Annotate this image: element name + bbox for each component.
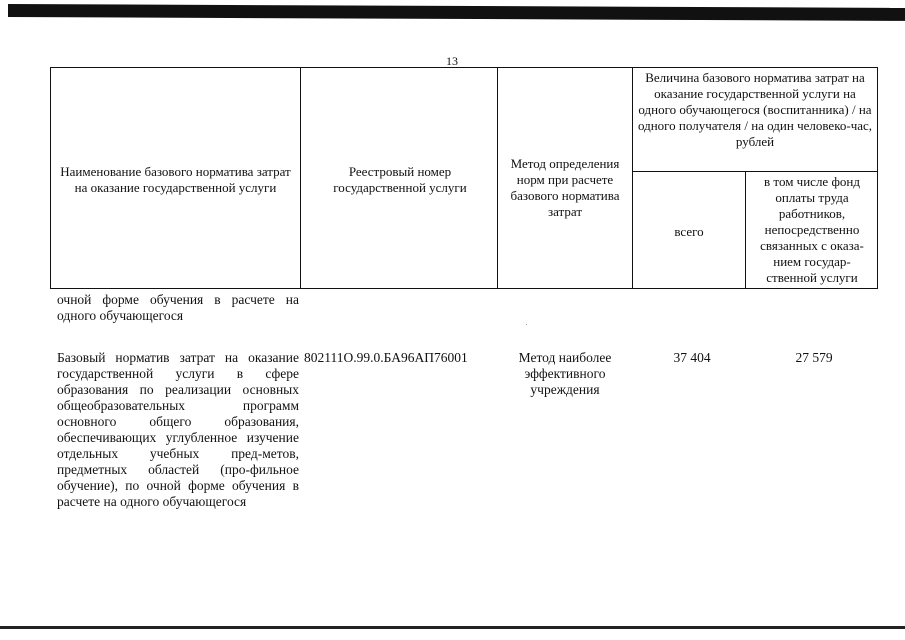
row-name: Базовый норматив затрат на оказание государственной услуги в сфере образования по реализации основных общеобразовательных программ основного общего образования, обеспечивающих углубленное изучение отдельных учебных пред-метов, предметных областей (про-фильное обучение), по очной форме обучения в расчете на одного обучающегося xyxy=(57,350,299,509)
col-divider xyxy=(632,68,633,288)
col-divider xyxy=(300,68,301,288)
row-payroll: 27 579 xyxy=(795,350,833,365)
table-header xyxy=(50,67,878,289)
header-col-value: Величина базового норматива затрат на оказание государственной услуги на одного обучающегося (воспитанника) / на одного получателя / на один человеко-час, рублей xyxy=(637,70,873,149)
header-col-name: Наименование базового норматива затрат на оказание государственной услуги xyxy=(60,164,291,195)
col-divider xyxy=(497,68,498,288)
bottom-border-line xyxy=(0,626,905,629)
header-col-method: Метод определения норм при расчете базового норматива затрат xyxy=(510,156,620,219)
row-total: 37 404 xyxy=(673,350,711,365)
row-registry: 802111О.99.0.БА96АП76001 xyxy=(304,350,468,365)
header-sub-total: всего xyxy=(674,224,704,239)
row-divider xyxy=(632,171,877,172)
page-number: 13 xyxy=(446,54,458,68)
continuation-text: очной форме обучения в расчете на одного обучающегося xyxy=(57,292,299,323)
scan-speck xyxy=(526,324,527,325)
header-col-registry: Реестровый номер государственной услуги xyxy=(333,164,467,195)
col-divider xyxy=(745,171,746,288)
header-sub-payroll: в том числе фонд оплаты труда работников, непосредственно связанных с оказа-нием государ-ственной услуги xyxy=(760,174,864,285)
top-border-bar xyxy=(8,4,905,21)
row-method: Метод наиболее эффективного учреждения xyxy=(518,350,612,397)
